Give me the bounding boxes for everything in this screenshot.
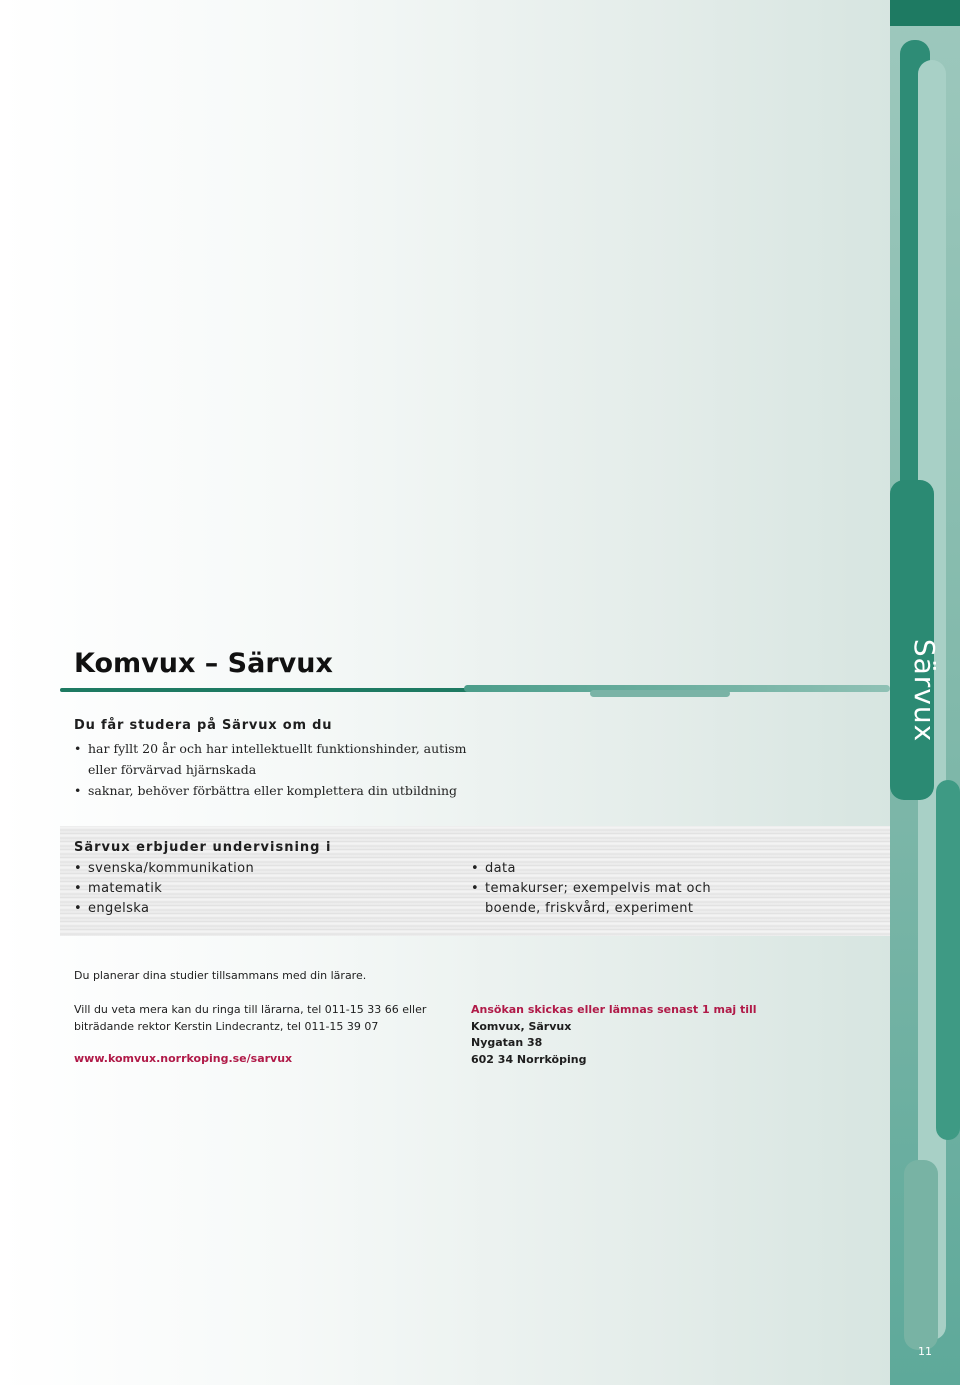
- page-number: 11: [918, 1345, 932, 1358]
- offer-list-left: [74, 859, 254, 919]
- title-rule-accent: [590, 690, 730, 697]
- sidebar-shape: [936, 780, 960, 1140]
- sidebar-top-strip: [890, 0, 960, 26]
- list-item: • data: [471, 859, 771, 879]
- list-item: • svenska/kommunikation: [74, 859, 254, 879]
- application-address: [471, 1002, 771, 1068]
- offer-heading: Särvux erbjuder undervisning i: [74, 840, 332, 855]
- decorative-sidebar: [890, 0, 960, 1385]
- plan-text: Du planerar dina studier tillsammans med din lärare.: [74, 969, 367, 982]
- vertical-title-text: Särvux: [908, 638, 942, 742]
- page-title: Komvux – Särvux: [74, 648, 333, 679]
- list-item: • saknar, behöver förbättra eller komplettera din utbildning: [74, 780, 494, 801]
- list-item: • engelska: [74, 899, 254, 919]
- list-item: • matematik: [74, 879, 254, 899]
- eligibility-section: [74, 718, 494, 801]
- contact-text: Vill du veta mera kan du ringa till lärarna, tel 011-15 33 66 eller biträdande rektor Kerstin Lindecrantz, tel 011-15 39 07: [74, 1003, 427, 1033]
- address-line: Nygatan 38: [471, 1036, 543, 1049]
- website-link[interactable]: www.komvux.norrkoping.se/sarvux: [74, 1052, 293, 1065]
- vertical-title: [890, 638, 960, 742]
- address-line: Komvux, Särvux: [471, 1019, 572, 1033]
- eligibility-heading: Du får studera på Särvux om du: [74, 718, 333, 733]
- application-heading: Ansökan skickas eller lämnas senast 1 maj till: [471, 1003, 757, 1016]
- title-rule: [60, 688, 520, 692]
- list-item: • temakurser; exempelvis mat och boende, friskvård, experiment: [471, 879, 771, 919]
- address-line: 602 34 Norrköping: [471, 1052, 587, 1066]
- offer-list-right: [471, 859, 771, 919]
- sidebar-shape: [904, 1160, 938, 1350]
- list-item: • har fyllt 20 år och har intellektuellt funktionshinder, autism eller förvärvad hjärnskada: [74, 738, 494, 780]
- eligibility-list: [74, 738, 494, 801]
